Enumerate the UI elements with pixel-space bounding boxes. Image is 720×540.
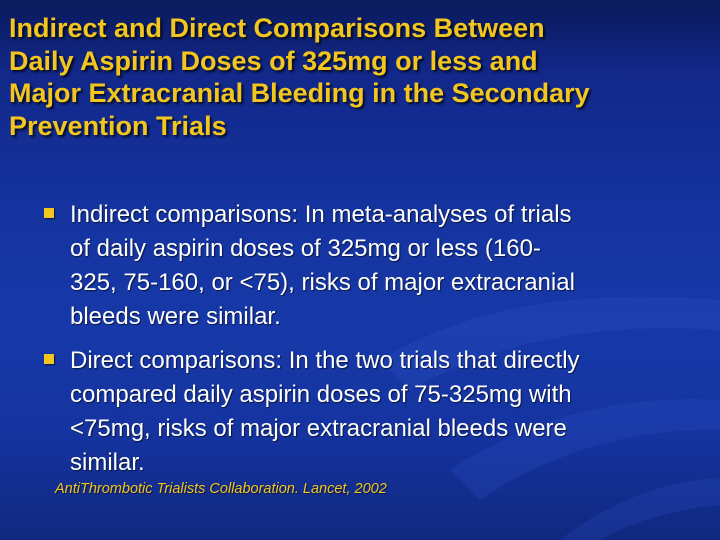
bullet-list bbox=[44, 198, 684, 490]
square-bullet-icon bbox=[44, 354, 54, 364]
citation: AntiThrombotic Trialists Collaboration. Lancet, 2002 bbox=[55, 481, 387, 497]
bullet-item bbox=[44, 344, 684, 480]
bullet-item bbox=[44, 198, 684, 334]
bullet-text: Direct comparisons: In the two trials that directly compared daily aspirin doses of 75-325mg with <75mg, risks of major extracranial bleeds were similar. bbox=[70, 347, 580, 476]
slide-title: Indirect and Direct Comparisons Between Daily Aspirin Doses of 325mg or less and Major Extracranial Bleeding in the Secondary Prevention Trials bbox=[9, 13, 590, 141]
bullet-text: Indirect comparisons: In meta-analyses of trials of daily aspirin doses of 325mg or less (160- 325, 75-160, or <75), risks of major extracranial bleeds were similar. bbox=[70, 201, 575, 330]
square-bullet-icon bbox=[44, 208, 54, 218]
